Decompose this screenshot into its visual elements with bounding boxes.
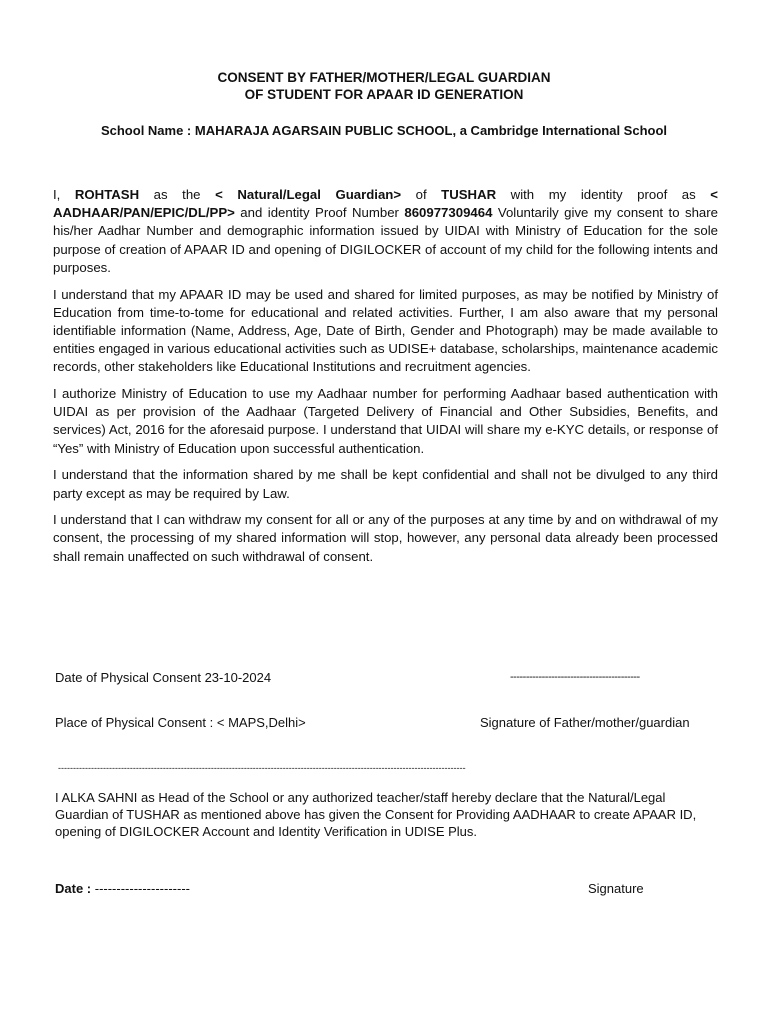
head-declaration: I ALKA SAHNI as Head of the School or any authorized teacher/staff hereby declare that the Natural/Legal Guardian of TUSHAR as mentioned above has given the Consent for Providing AADHAAR to create APAAR ID, opening of DIGILOCKER Account and Identity Verification in UDISE Plus. [55,790,697,839]
text-run: and identity Proof Number [234,205,405,221]
guardian-signature-caption: Signature of Father/mother/guardian [480,715,690,730]
school-label: School Name : [100,123,195,138]
text-run: I, [53,187,75,202]
section-separator: ---------------------------------------------------------------------------------------------------------------------------------------- [58,763,466,773]
text-run: as the [139,187,216,202]
school-name: MAHARAJA AGARSAIN PUBLIC SCHOOL, a Cambridge International School [194,123,668,138]
guardian-name: ROHTASH [74,187,140,202]
id-proof-types: < AADHAAR/PAN/EPIC/DL/PP> [53,187,718,221]
consent-paragraph-5: I understand that I can withdraw my consent for all or any of the purposes at any time by and on withdrawal of my consent, the processing of my shared information will stop, however, any personal data already been processed shall remain unaffected on such withdrawal of consent. [53,512,718,564]
text-run: Voluntarily give my consent to share his/her Aadhar Number and demographic information issued by UIDAI with Ministry of Education for the sole purpose of creation of APAAR ID and opening of DIGILOCKER of account of my child for the following intents and purposes. [53,205,718,275]
school-name-line [0,123,768,138]
text-run: with my identity proof as [496,187,711,202]
id-proof-number: 860977309464 [404,205,493,221]
guardian-relation: < Natural/Legal Guardian> [215,187,402,202]
consent-paragraph-2: I understand that my APAAR ID may be used and shared for limited purposes, as may be notified by Ministry of Education from time-to-tome for educational and related activities. Further, I am also aware that my personal identifiable information (Name, Address, Age, Date of Birth, Gender and Photograph) may be made available to entities engaged in various educational activities such as UDISE+ database, scholarships, maintenance academic records, other stakeholders like Educational Institutions and recruitment agencies. [53,286,718,375]
guardian-signature-line: ----------------------------------------- [510,671,640,683]
consent-place: Place of Physical Consent : < MAPS,Delhi> [55,715,306,730]
consent-body [53,186,718,574]
declaration-date [55,881,190,896]
head-signature-label: Signature [588,881,644,896]
consent-paragraph-1 [53,186,718,277]
form-title [0,69,768,103]
consent-paragraph-4: I understand that the information shared by me shall be kept confidential and shall not be divulged to any third party except as may be required by Law. [53,467,718,501]
consent-paragraph-3: I authorize Ministry of Education to use my Aadhaar number for performing Aadhaar based authentication with UIDAI as per provision of the Aadhaar (Targeted Delivery of Financial and Other Subsidies, Benefits, and services) Act, 2016 for the aforesaid purpose. I understand that UIDAI will share my e-KYC details, or response of “Yes” with Ministry of Education upon successful authentication. [53,386,718,456]
title-line-1: CONSENT BY FATHER/MOTHER/LEGAL GUARDIAN [217,70,551,85]
consent-date: Date of Physical Consent 23-10-2024 [55,670,272,685]
text-run: of [401,187,442,202]
student-name: TUSHAR [441,187,497,202]
title-line-2: OF STUDENT FOR APAAR ID GENERATION [244,87,524,102]
declaration-date-label: Date : [55,881,95,896]
declaration-date-value: ---------------------- [94,881,190,896]
